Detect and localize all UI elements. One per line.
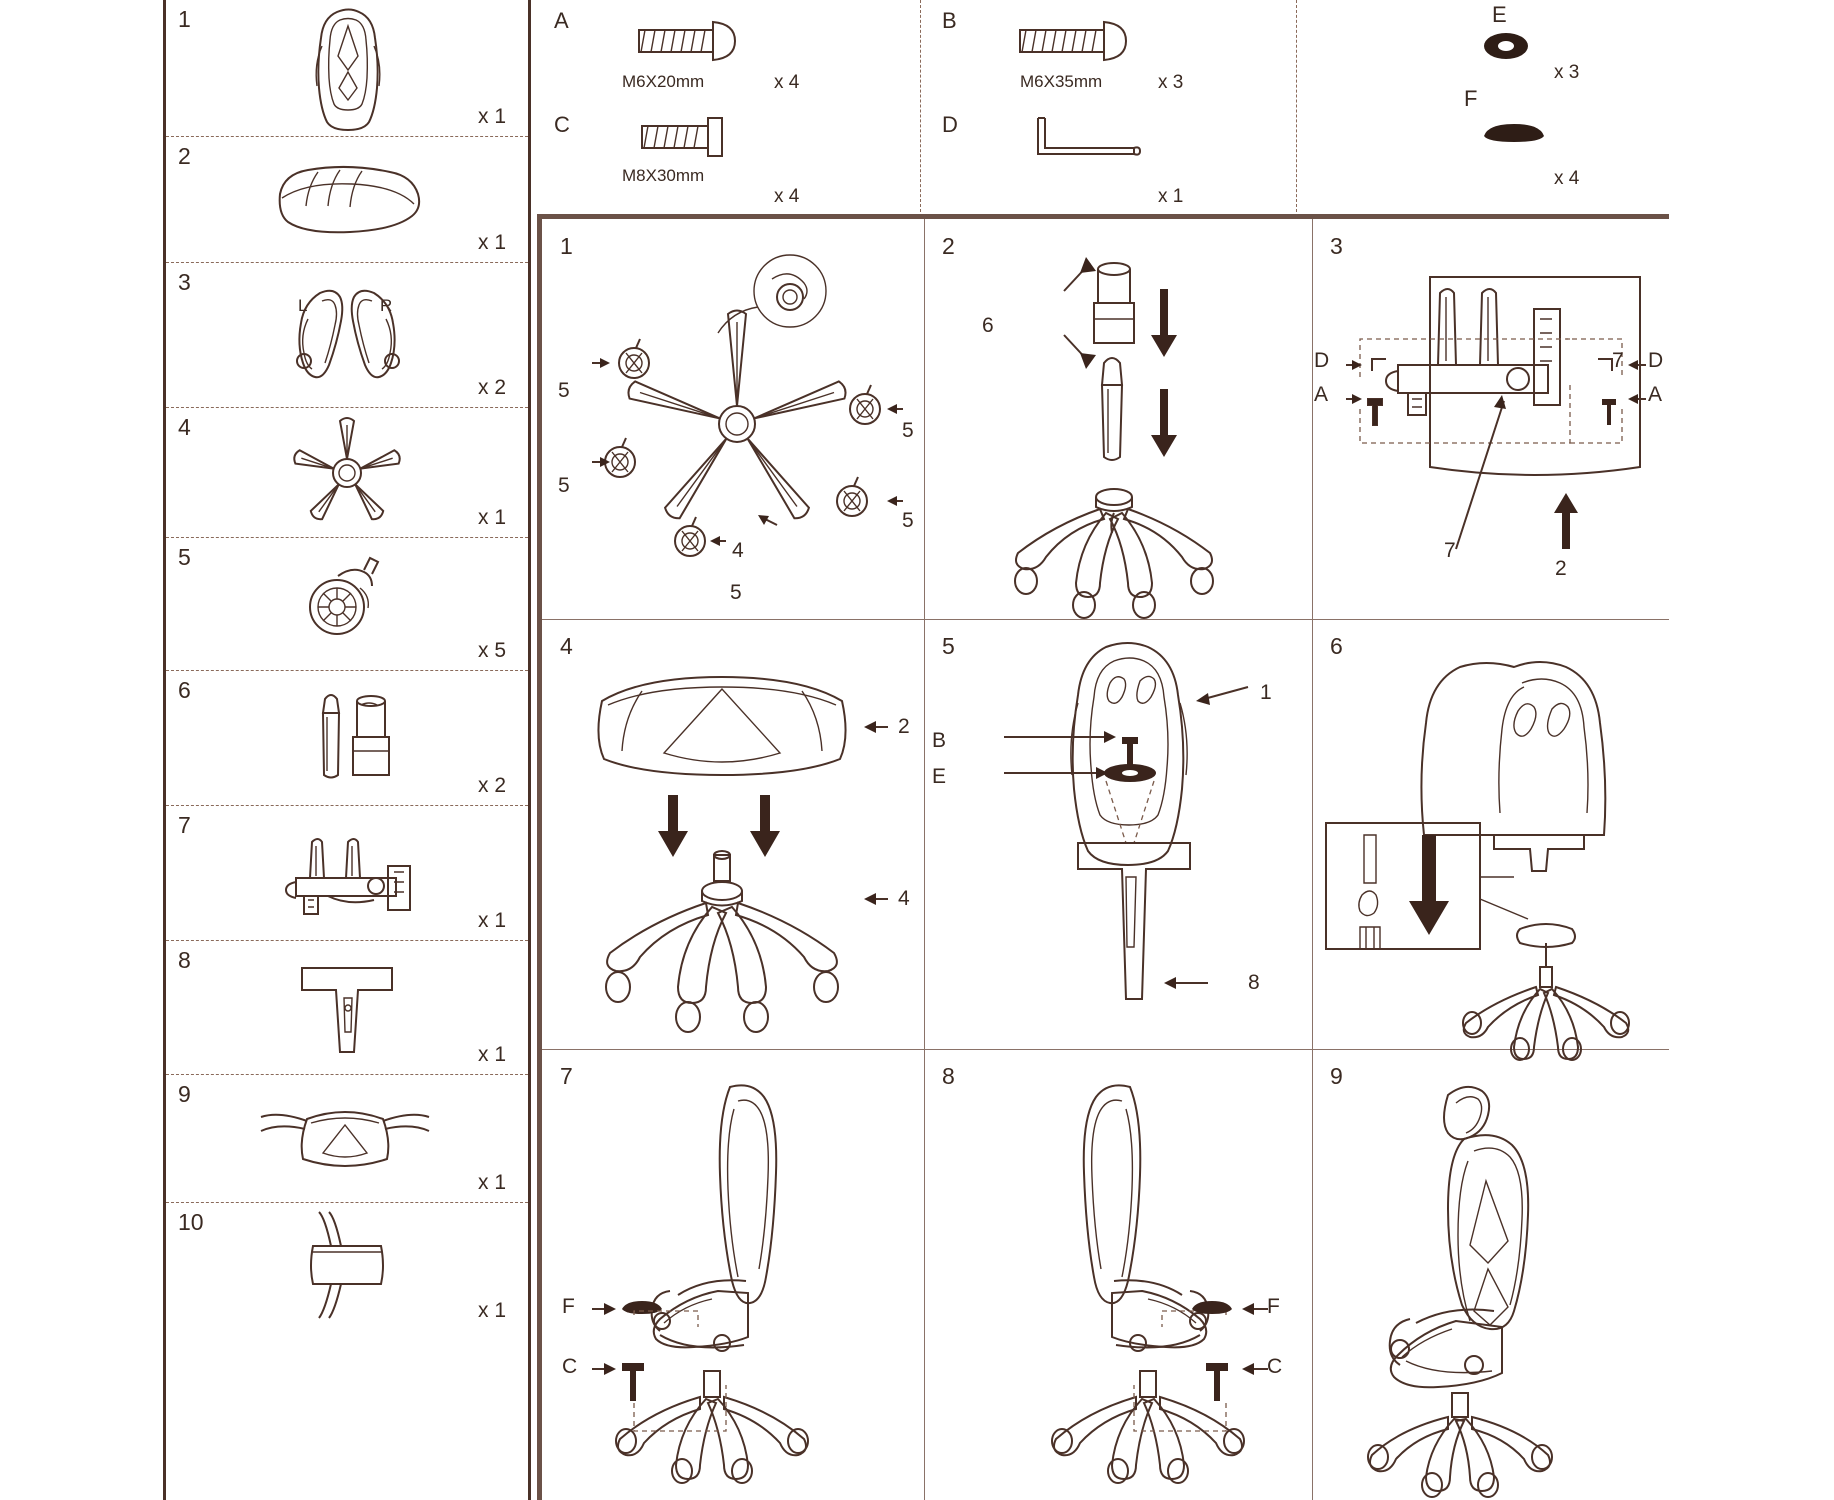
hardware-letter-e: E [1492, 2, 1507, 27]
step7-illustration [562, 1079, 917, 1494]
part-illustration-seat [166, 137, 528, 262]
step-number: 9 [1330, 1063, 1343, 1089]
step2-illustration [964, 239, 1304, 609]
armrest-right-label: R [380, 296, 393, 315]
step-number: 5 [942, 633, 955, 659]
step7-callout-c: C [562, 1355, 578, 1378]
bolt-icon-c [632, 112, 752, 160]
part-number: 6 [178, 677, 191, 703]
part-quantity: x 1 [477, 1299, 506, 1322]
part-illustration-gas-cylinder [166, 671, 528, 805]
part-row [166, 671, 528, 806]
step6-illustration [1318, 639, 1668, 1039]
bolt-cap-icon-f [1474, 118, 1554, 152]
step-cell-5 [924, 619, 1312, 1049]
part-illustration-armrests [166, 263, 528, 407]
step1-callout-5d: 5 [902, 509, 914, 532]
step4-illustration [564, 649, 914, 1039]
part-illustration-backrest [166, 0, 528, 136]
hardware-cell-b-d [920, 0, 1296, 212]
caster-icon [837, 477, 867, 516]
part-row [166, 408, 528, 538]
hardware-spec-a: M6X20mm [622, 72, 705, 91]
hardware-spec-c: M8X30mm [622, 166, 705, 185]
part-illustration-caster [166, 538, 528, 670]
step8-callout-f: F [1267, 1295, 1280, 1318]
step-number: 3 [1330, 233, 1343, 259]
hardware-spec-b: M6X35mm [1020, 72, 1103, 91]
hardware-qty-c: x 4 [774, 186, 800, 207]
step5-callout-1: 1 [1260, 681, 1272, 704]
step3-illustration [1322, 249, 1667, 609]
washer-icon-e [1471, 28, 1541, 64]
step-number: 1 [560, 233, 573, 259]
step3-callout-2: 2 [1555, 557, 1567, 580]
part-row [166, 538, 528, 671]
step-cell-1 [542, 219, 924, 619]
parts-list-column [163, 0, 531, 1500]
part-quantity: x 1 [477, 105, 506, 128]
step3-callout-d-right: D [1648, 349, 1664, 372]
step-cell-3 [1312, 219, 1669, 619]
step4-callout-2: 2 [898, 715, 910, 738]
hardware-qty-d: x 1 [1158, 186, 1184, 207]
step-number: 2 [942, 233, 955, 259]
step2-callout-6: 6 [982, 314, 994, 337]
step-cell-9 [1312, 1049, 1669, 1500]
step5-callout-b: B [932, 729, 947, 752]
step-cell-4 [542, 619, 924, 1049]
hardware-qty-a: x 4 [774, 72, 800, 93]
part-quantity: x 5 [477, 639, 506, 662]
hardware-qty-b: x 3 [1158, 72, 1184, 93]
step3-callout-a-right: A [1648, 383, 1663, 406]
part-number: 10 [178, 1209, 204, 1235]
step1-callout-5b: 5 [558, 474, 570, 497]
hardware-letter-d: D [942, 112, 958, 137]
step-number: 6 [1330, 633, 1343, 659]
part-illustration-base [166, 408, 528, 537]
hardware-letter-c: C [554, 112, 570, 137]
part-quantity: x 1 [477, 231, 506, 254]
part-number: 2 [178, 143, 191, 169]
part-number: 3 [178, 269, 191, 295]
part-number: 9 [178, 1081, 191, 1107]
step5-callout-8: 8 [1248, 971, 1260, 994]
hardware-qty-e: x 3 [1554, 62, 1580, 83]
step1-callout-4: 4 [732, 539, 744, 562]
step-number: 7 [560, 1063, 573, 1089]
part-row [166, 137, 528, 263]
part-row [166, 1203, 528, 1330]
hardware-list-strip [534, 0, 1669, 212]
part-row [166, 941, 528, 1075]
step-cell-7 [542, 1049, 924, 1500]
part-number: 7 [178, 812, 191, 838]
step3-callout-d-left: D [1314, 349, 1330, 372]
step5-callout-e: E [932, 765, 947, 788]
hardware-qty-f: x 4 [1554, 168, 1580, 189]
bolt-icon-a [629, 16, 759, 68]
bolt-icon-b [1010, 16, 1150, 68]
hardware-letter-f: F [1464, 86, 1478, 111]
part-row [166, 263, 528, 408]
allen-key-icon-d [1020, 112, 1160, 168]
part-row [166, 806, 528, 941]
caster-icon [619, 339, 649, 378]
step8-illustration [938, 1079, 1298, 1494]
step1-callout-5e: 5 [730, 581, 742, 604]
step3-callout-7: 7 [1444, 539, 1456, 562]
step7-callout-f: F [562, 1295, 575, 1318]
hardware-cell-a-c [534, 0, 920, 212]
step3-callout-7-right: 7 [1612, 349, 1624, 372]
hardware-letter-a: A [554, 8, 569, 33]
part-row [166, 0, 528, 137]
step-number: 8 [942, 1063, 955, 1089]
step4-callout-4: 4 [898, 887, 910, 910]
part-quantity: x 1 [477, 1043, 506, 1066]
hardware-letter-b: B [942, 8, 957, 33]
step3-callout-a-left: A [1314, 383, 1329, 406]
step9-illustration-finished-chair [1352, 1069, 1662, 1479]
step1-callout-5a: 5 [558, 379, 570, 402]
part-illustration-bracket [166, 941, 528, 1074]
caster-icon [850, 385, 880, 424]
step-cell-8 [924, 1049, 1312, 1500]
part-quantity: x 2 [477, 376, 506, 399]
part-quantity: x 1 [477, 909, 506, 932]
step-cell-2 [924, 219, 1312, 619]
part-number: 8 [178, 947, 191, 973]
part-illustration-lumbar-pillow [166, 1203, 528, 1330]
part-number: 1 [178, 6, 191, 32]
step8-callout-c: C [1267, 1355, 1283, 1378]
step-number: 4 [560, 633, 573, 659]
part-row [166, 1075, 528, 1203]
part-quantity: x 1 [477, 1171, 506, 1194]
assembly-steps-grid [537, 214, 1669, 1500]
step-cell-6 [1312, 619, 1669, 1049]
caster-icon [675, 517, 705, 556]
part-quantity: x 2 [477, 774, 506, 797]
part-illustration-headrest-pillow [166, 1075, 528, 1202]
hardware-cell-e-f [1296, 0, 1669, 212]
armrest-left-label: L [298, 296, 308, 315]
part-number: 4 [178, 414, 191, 440]
caster-icon [605, 438, 635, 477]
part-illustration-mechanism [166, 806, 528, 940]
part-quantity: x 1 [477, 506, 506, 529]
step1-callout-5c: 5 [902, 419, 914, 442]
part-number: 5 [178, 544, 191, 570]
